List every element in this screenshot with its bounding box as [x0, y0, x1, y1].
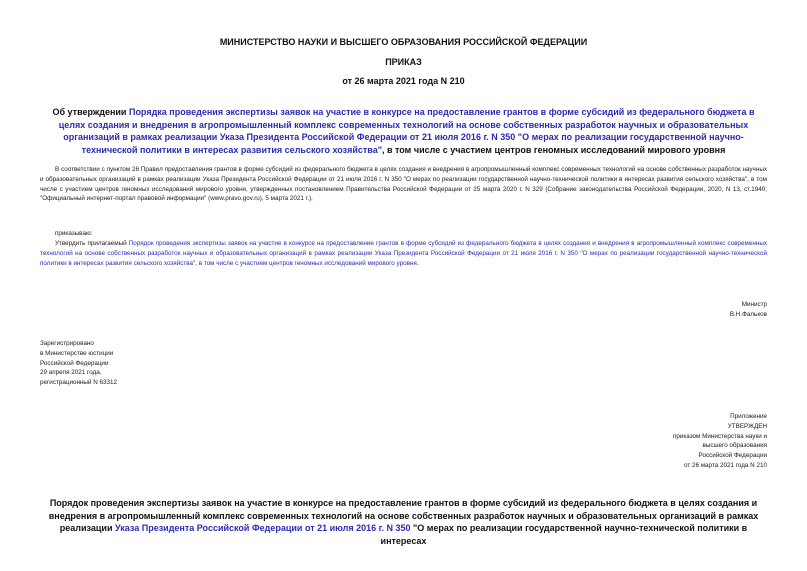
signature-name: В.Н.Фальков [729, 310, 767, 318]
registration-line: Российской Федерации [40, 359, 109, 367]
document-title [46, 106, 761, 156]
signature-block [567, 300, 767, 320]
title-link[interactable]: Порядка проведения экспертизы заявок на участие в конкурсе на предоставление грантов в форме субсидий из федерального бюджета в целях создания и внедрения в агропромышленный комплекс современных технологий на основе собственных разработок научных и образовательных организаций в рамках реализации Указа Президента Российской Федерации от 21 июля 2016 г. N 350 "О мерах по реализации государственной научно-технической политики в интересах развития сельского хозяйства" [58, 107, 755, 155]
approve-link[interactable]: Порядок проведения экспертизы заявок на участие в конкурсе на предоставление грантов в форме субсидий из федерального бюджета в целях создания и внедрения в агропромышленный комплекс современных технологий на основе собственных разработок научных и образовательных организаций в рамках реализации Указа Президента Российской Федерации от 21 июля 2016 г. N 350 "О мерах по реализации государственной научно-технической политики в интересах развития сельского хозяйства", в том числе с участием центров геномных исследований мирового уровня [40, 240, 768, 267]
order-command: приказываю: [55, 230, 93, 237]
preamble-paragraph: В соответствии с пунктом 26 Правил предоставления грантов в форме субсидий из федерального бюджета в целях создания и внедрения в агропромышленный комплекс современных технологий на основе собственных разработок научных и образовательных организаций в рамках реализации Указа Президента Российской Федерации от 21 июля 2016 г. N 350 "О мерах по реализации государственной научно-технической политики в интересах развития сельского хозяйства", в том числе с участием центров геномных исследований мирового уровня, утвержденных постановлением Правительства Российской Федерации от 25 марта 2020 г. N 329 (Собрание законодательства Российской Федерации, 2020, N 13, ст.1940; "Официальный интернет-портал правовой информации" (www.pravo.gov.ru), 5 марта 2021 г.), [40, 166, 767, 203]
signature-position: Министр [741, 301, 767, 308]
procedure-title-link[interactable]: Указа Президента Российской Федерации от 21 июля 2016 г. N 350 [115, 523, 411, 533]
approve-suffix: . [416, 259, 419, 267]
registration-line: Зарегистрировано [40, 340, 94, 347]
appendix-line: УТВЕРЖДЕН [727, 422, 767, 430]
registration-line: в Министерстве юстиции [40, 349, 114, 357]
appendix-block [567, 412, 767, 471]
approve-prefix: Утвердить прилагаемый [55, 240, 129, 247]
registration-line: 29 апреля 2021 года, [40, 369, 102, 377]
procedure-title [40, 497, 767, 547]
registration-block [40, 339, 240, 388]
procedure-title-text-cont: "О мерах по реализации государственной научно-технической политики в интересах [380, 523, 748, 546]
doc-date-number: от 26 марта 2021 года N 210 [342, 76, 465, 86]
appendix-line: от 26 марта 2021 года N 210 [683, 461, 767, 469]
doc-type: ПРИКАЗ [385, 57, 422, 67]
appendix-line: Российской Федерации [698, 452, 767, 460]
ministry-header: МИНИСТЕРСТВО НАУКИ И ВЫСШЕГО ОБРАЗОВАНИЯ РОССИЙСКОЙ ФЕДЕРАЦИИ [219, 37, 588, 47]
registration-line: регистрационный N 63312 [40, 379, 118, 387]
appendix-line: Приложение [730, 413, 767, 420]
title-prefix: Об утверждении [52, 107, 129, 117]
appendix-line: приказом Министерства науки и [672, 432, 767, 440]
title-suffix: , в том числе с участием центров геномных исследований мирового уровня [381, 144, 726, 155]
procedure-title-text: Порядок проведения экспертизы заявок на участие в конкурсе на предоставление грантов в форме субсидий из федерального бюджета в целях создания и внедрения в агропромышленный комплекс современных технологий на основе собственных разработок научных и образовательных организаций в рамках реализации [48, 498, 759, 533]
approve-paragraph [40, 239, 767, 268]
appendix-line: высшего образования [702, 442, 767, 450]
